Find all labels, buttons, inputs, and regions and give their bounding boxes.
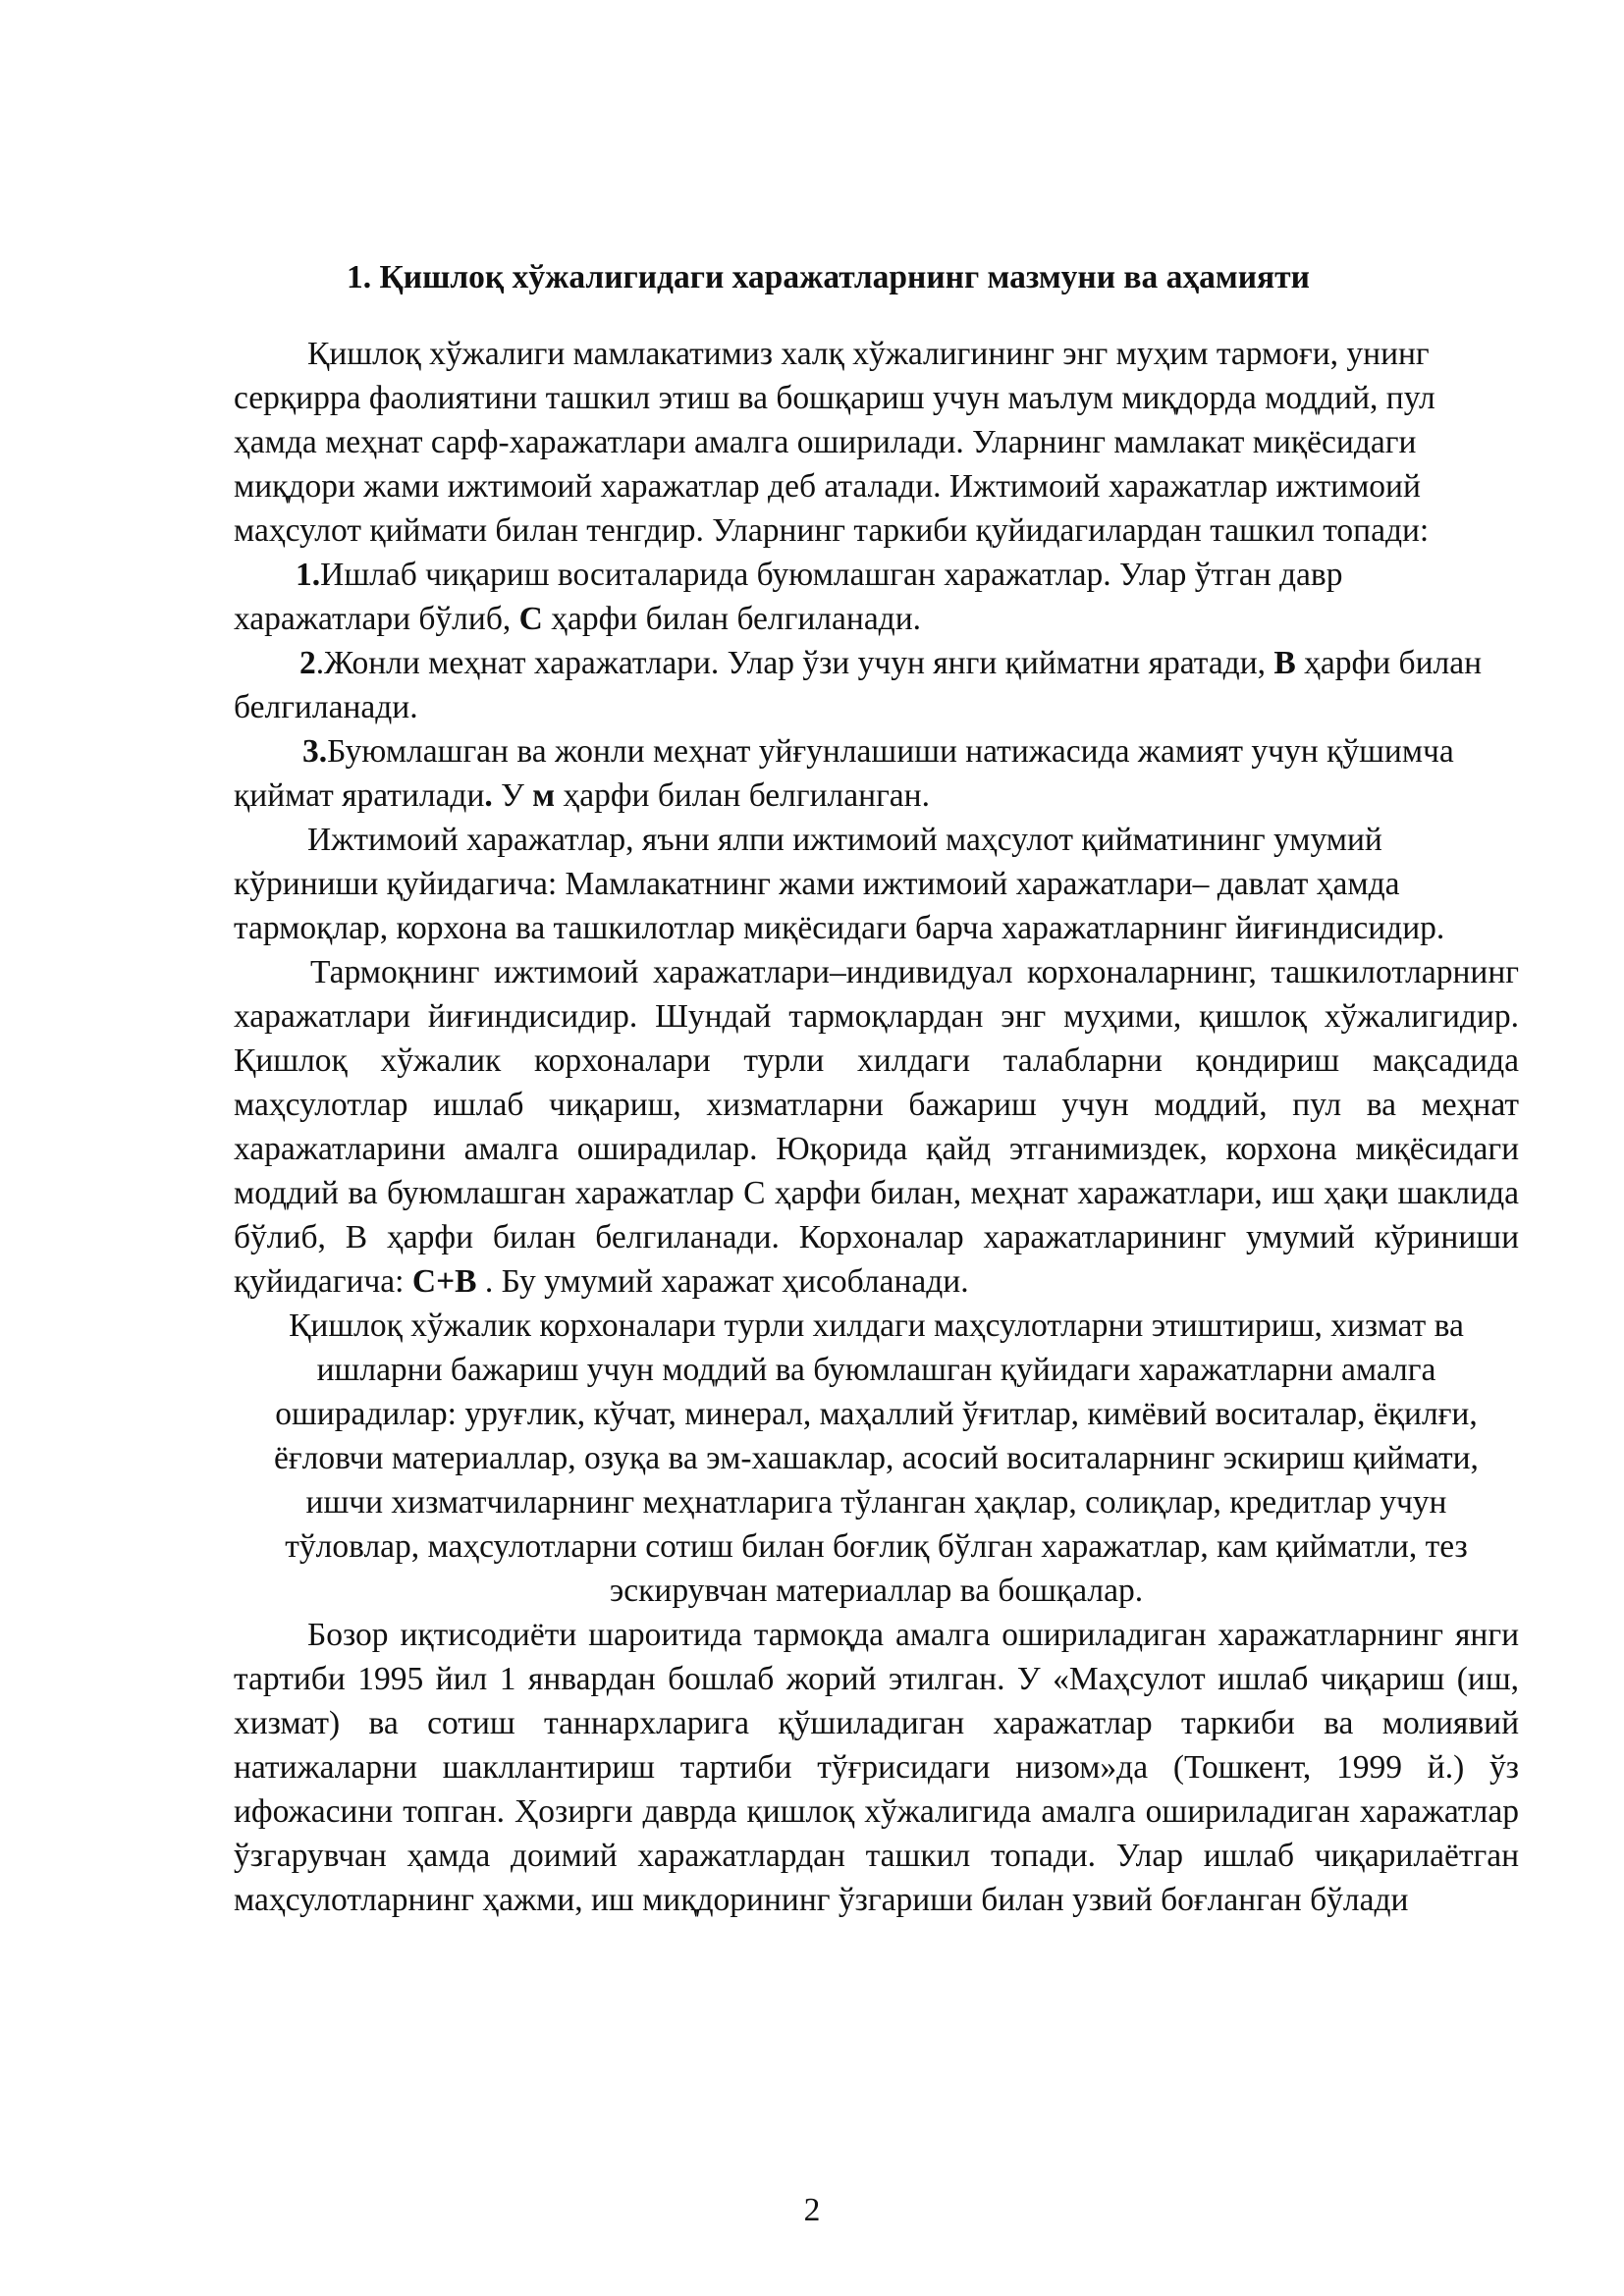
section-title: 1. Қишлоқ хўжалигидаги харажатларнинг мазмуни ва аҳамияти — [347, 259, 1310, 295]
paragraph-branch-costs-text-end: . Бу умумий харажат ҳисобланади. — [476, 1262, 969, 1300]
list-item-3-text: Буюмлашган ва жонли меҳнат уйғунлашиши натижасида жамият учун қўшимча қиймат яратилади — [234, 732, 1454, 814]
paragraph-social-costs: Ижтимоий харажатлар, яъни ялпи ижтимоий маҳсулот қийматининг умумий кўриниши қуйидагича: Мамлакатнинг жами ижтимоий харажатлари– давлат ҳамда тармоқлар, корхона ва ташкилотлар миқёсидаги барча харажатларнинг йиғиндисидир. — [234, 821, 1445, 946]
page-content — [234, 257, 1519, 1922]
list-item-3-period: . — [484, 776, 493, 814]
list-item-3-symbol: м — [532, 776, 556, 814]
paragraph-branch-costs — [234, 950, 1519, 1304]
list-item-1-symbol: С — [518, 600, 543, 637]
list-item-2 — [234, 641, 1519, 729]
list-item-2-symbol: В — [1273, 644, 1296, 681]
paragraph-branch-costs-text: Тармоқнинг ижтимоий харажатлари–индивидуал корхоналарнинг, ташкилотларнинг харажатлари йиғиндисидир. Шундай тармоқлардан энг муҳими, қишлоқ хўжалигидир. Қишлоқ хўжалик корхоналари турли хилдаги талабларни қондириш мақсадида маҳсулотлар ишлаб чиқариш, хизматларни бажариш учун моддий, пул ва меҳнат харажатларини амалга оширадилар. Юқорида қайд этганимиздек, корхона миқёсидаги моддий ва буюмлашган харажатлар С ҳарфи билан, меҳнат харажатлари, иш ҳақи шаклида бўлиб, В ҳарфи билан белгиланади. Корхоналар харажатларининг умумий кўриниши қуйидагича: — [234, 953, 1519, 1300]
list-item-1-text-end: ҳарфи билан белгиланади. — [542, 600, 922, 637]
list-item-2-text-end: ҳарфи билан белгиланади. — [234, 644, 1483, 725]
paragraph-enterprise-costs: Қишлоқ хўжалик корхоналари турли хилдаги маҳсулотларни этиштириш, хизмат ва ишларни бажариш учун моддий ва буюмлашган қуйидаги харажатларни амалга оширадилар: уруғлик, кўчат, минерал, маҳаллий ўғитлар, кимёвий воситалар, ёқилғи, ёғловчи материаллар, озуқа ва эм-хашаклар, асосий воситаларнинг эскириш қиймати, ишчи хизматчиларнинг меҳнатларига тўланган ҳақлар, солиқлар, кредитлар учун тўловлар, маҳсулотларни сотиш билан боғлиқ бўлган харажатлар, кам қийматли, тез эскирувчан материаллар ва бошқалар. — [274, 1307, 1479, 1609]
formula-c-plus-b: С+В — [411, 1262, 477, 1300]
list-item-1 — [234, 553, 1519, 641]
list-item-2-text: .Жонли меҳнат харажатлари. Улар ўзи учун янги қийматни яратади, — [315, 644, 1274, 681]
page-number: 2 — [803, 2192, 821, 2228]
list-item-3-text-mid: У — [492, 776, 533, 814]
list-item-3-number: 3. — [302, 732, 328, 770]
list-item-3 — [234, 729, 1519, 818]
list-item-2-number: 2 — [299, 644, 316, 681]
paragraph-market-economy: Бозор иқтисодиёти шароитида тармоқда амалга ошириладиган харажатларнинг янги тартиби 1995 йил 1 январдан бошлаб жорий этилган. У «Маҳсулот ишлаб чиқариш (иш, хизмат) ва сотиш таннархларига қўшиладиган харажатлар таркиби ва молиявий натижаларни шакллантириш тартиби тўғрисидаги низом»да (Тошкент, 1999 й.) ўз ифожасини топган. Ҳозирги даврда қишлоқ хўжалигида амалга ошириладиган харажатлар ўзгарувчан ҳамда доимий харажатлардан ташкил топади. Улар ишлаб чиқарилаётган маҳсулотларнинг ҳажми, иш миқдорининг ўзгариши билан узвий боғланган бўлади — [234, 1616, 1519, 1918]
paragraph-intro: Қишлоқ хўжалиги мамлакатимиз халқ хўжалигининг энг муҳим тармоғи, унинг серқирра фаолиятини ташкил этиш ва бошқариш учун маълум миқдорда моддий, пул ҳамда меҳнат сарф-харажатлари амалга оширилади. Уларнинг мамлакат миқёсидаги миқдори жами ижтимоий харажатлар деб аталади. Ижтимоий харажатлар ижтимоий маҳсулот қиймати билан тенгдир. Уларнинг таркиби қуйидагилардан ташкил топади: — [234, 335, 1435, 549]
list-item-1-number: 1. — [296, 556, 321, 593]
list-item-1-text: Ишлаб чиқариш воситаларида буюмлашган харажатлар. Улар ўтган давр харажатлари бўлиб, — [234, 556, 1343, 637]
list-item-3-text-end: ҳарфи билан белгиланган. — [555, 776, 930, 814]
